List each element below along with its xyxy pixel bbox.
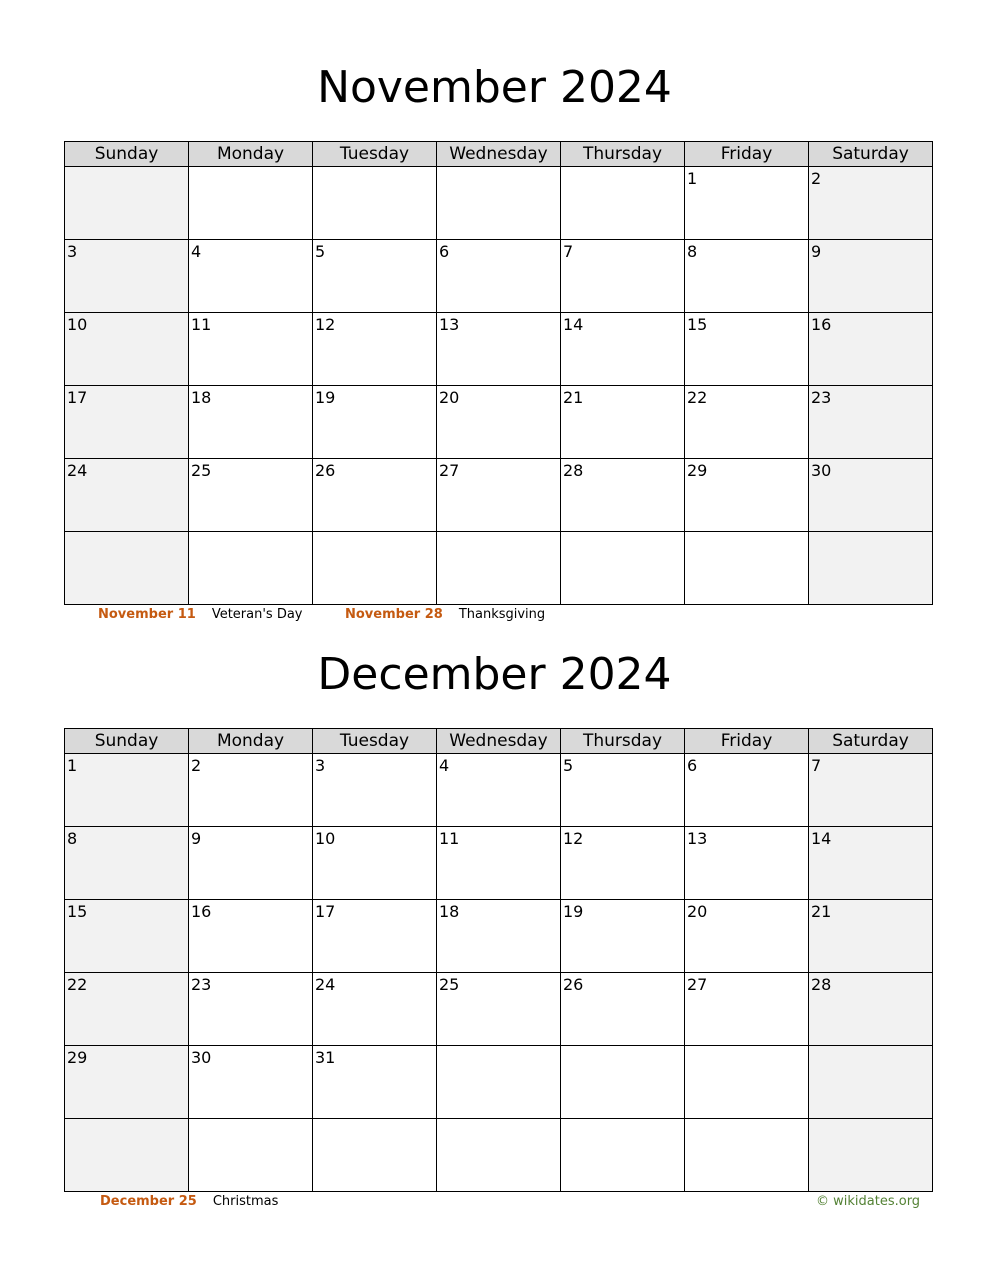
week-row bbox=[65, 532, 933, 605]
day-cell: 11 bbox=[189, 313, 313, 386]
weekday-label: Monday bbox=[189, 142, 313, 167]
day-cell: 14 bbox=[561, 313, 685, 386]
day-cell bbox=[189, 1119, 313, 1192]
weekday-label: Tuesday bbox=[313, 142, 437, 167]
day-cell bbox=[313, 532, 437, 605]
day-cell: 3 bbox=[313, 754, 437, 827]
weekday-label: Friday bbox=[685, 142, 809, 167]
day-cell: 9 bbox=[809, 240, 933, 313]
week-row bbox=[65, 313, 933, 386]
weekday-header bbox=[65, 729, 933, 754]
holiday-date: December 25 bbox=[100, 1194, 197, 1209]
day-cell bbox=[809, 1119, 933, 1192]
weekday-label: Wednesday bbox=[437, 142, 561, 167]
weekday-label: Friday bbox=[685, 729, 809, 754]
day-cell: 26 bbox=[561, 973, 685, 1046]
holiday bbox=[345, 607, 545, 622]
day-cell: 3 bbox=[65, 240, 189, 313]
weekday-label: Saturday bbox=[809, 142, 933, 167]
weekday-label: Tuesday bbox=[313, 729, 437, 754]
day-cell bbox=[437, 532, 561, 605]
day-cell: 22 bbox=[65, 973, 189, 1046]
day-cell: 6 bbox=[685, 754, 809, 827]
week-row bbox=[65, 240, 933, 313]
day-cell: 7 bbox=[809, 754, 933, 827]
day-cell: 8 bbox=[65, 827, 189, 900]
day-cell bbox=[561, 532, 685, 605]
day-cell: 9 bbox=[189, 827, 313, 900]
day-cell: 25 bbox=[437, 973, 561, 1046]
day-cell: 8 bbox=[685, 240, 809, 313]
day-cell bbox=[65, 532, 189, 605]
day-cell: 15 bbox=[685, 313, 809, 386]
day-cell bbox=[313, 1119, 437, 1192]
day-cell: 17 bbox=[313, 900, 437, 973]
week-row bbox=[65, 167, 933, 240]
weekday-header bbox=[65, 142, 933, 167]
month-title: November 2024 bbox=[317, 62, 672, 113]
day-cell: 16 bbox=[809, 313, 933, 386]
credit-link[interactable]: © wikidates.org bbox=[816, 1194, 921, 1209]
weekday-label: Wednesday bbox=[437, 729, 561, 754]
day-cell bbox=[685, 1119, 809, 1192]
day-cell: 19 bbox=[561, 900, 685, 973]
day-cell: 21 bbox=[561, 386, 685, 459]
week-row bbox=[65, 459, 933, 532]
week-row bbox=[65, 900, 933, 973]
day-cell: 22 bbox=[685, 386, 809, 459]
day-cell bbox=[561, 1119, 685, 1192]
day-cell: 29 bbox=[685, 459, 809, 532]
month-title: December 2024 bbox=[317, 649, 672, 700]
day-cell bbox=[685, 1046, 809, 1119]
day-cell: 6 bbox=[437, 240, 561, 313]
day-cell bbox=[65, 167, 189, 240]
day-cell: 2 bbox=[809, 167, 933, 240]
weekday-label: Thursday bbox=[561, 142, 685, 167]
day-cell: 1 bbox=[65, 754, 189, 827]
day-cell: 20 bbox=[437, 386, 561, 459]
day-cell: 14 bbox=[809, 827, 933, 900]
day-cell: 5 bbox=[313, 240, 437, 313]
day-cell bbox=[189, 532, 313, 605]
holiday bbox=[100, 1194, 278, 1209]
day-cell: 30 bbox=[189, 1046, 313, 1119]
week-row bbox=[65, 827, 933, 900]
holiday-date: November 28 bbox=[345, 607, 443, 622]
day-cell: 13 bbox=[685, 827, 809, 900]
holiday-name: Thanksgiving bbox=[458, 607, 546, 622]
day-cell bbox=[437, 1046, 561, 1119]
day-cell bbox=[189, 167, 313, 240]
day-cell: 18 bbox=[189, 386, 313, 459]
day-cell: 31 bbox=[313, 1046, 437, 1119]
day-cell bbox=[561, 167, 685, 240]
day-cell: 4 bbox=[189, 240, 313, 313]
week-row bbox=[65, 386, 933, 459]
day-cell: 18 bbox=[437, 900, 561, 973]
day-cell bbox=[437, 1119, 561, 1192]
weekday-label: Thursday bbox=[561, 729, 685, 754]
day-cell: 28 bbox=[561, 459, 685, 532]
day-cell bbox=[809, 1046, 933, 1119]
day-cell: 21 bbox=[809, 900, 933, 973]
day-cell bbox=[65, 1119, 189, 1192]
weekday-label: Sunday bbox=[65, 729, 189, 754]
day-cell: 17 bbox=[65, 386, 189, 459]
day-cell: 10 bbox=[65, 313, 189, 386]
day-cell: 10 bbox=[313, 827, 437, 900]
day-cell bbox=[313, 167, 437, 240]
day-cell: 29 bbox=[65, 1046, 189, 1119]
day-cell: 12 bbox=[313, 313, 437, 386]
day-cell: 23 bbox=[189, 973, 313, 1046]
day-cell: 25 bbox=[189, 459, 313, 532]
day-cell: 4 bbox=[437, 754, 561, 827]
day-cell: 24 bbox=[313, 973, 437, 1046]
day-cell: 5 bbox=[561, 754, 685, 827]
week-row bbox=[65, 1046, 933, 1119]
day-cell: 28 bbox=[809, 973, 933, 1046]
week-row bbox=[65, 1119, 933, 1192]
day-cell: 26 bbox=[313, 459, 437, 532]
day-cell: 16 bbox=[189, 900, 313, 973]
day-cell bbox=[685, 532, 809, 605]
day-cell: 7 bbox=[561, 240, 685, 313]
day-cell: 2 bbox=[189, 754, 313, 827]
day-cell: 1 bbox=[685, 167, 809, 240]
day-cell: 23 bbox=[809, 386, 933, 459]
day-cell: 19 bbox=[313, 386, 437, 459]
weekday-label: Saturday bbox=[809, 729, 933, 754]
holiday bbox=[98, 607, 303, 622]
day-cell: 30 bbox=[809, 459, 933, 532]
holiday-name: Christmas bbox=[212, 1194, 279, 1209]
day-cell: 12 bbox=[561, 827, 685, 900]
weekday-label: Sunday bbox=[65, 142, 189, 167]
calendar-grid-november bbox=[64, 141, 933, 605]
day-cell: 20 bbox=[685, 900, 809, 973]
day-cell bbox=[809, 532, 933, 605]
day-cell: 27 bbox=[685, 973, 809, 1046]
week-row bbox=[65, 754, 933, 827]
week-row bbox=[65, 973, 933, 1046]
day-cell: 15 bbox=[65, 900, 189, 973]
weekday-label: Monday bbox=[189, 729, 313, 754]
holiday-date: November 11 bbox=[98, 607, 196, 622]
day-cell bbox=[561, 1046, 685, 1119]
day-cell: 11 bbox=[437, 827, 561, 900]
day-cell: 27 bbox=[437, 459, 561, 532]
calendar-grid-december bbox=[64, 728, 933, 1192]
day-cell: 24 bbox=[65, 459, 189, 532]
holiday-name: Veteran's Day bbox=[211, 607, 303, 622]
day-cell: 13 bbox=[437, 313, 561, 386]
day-cell bbox=[437, 167, 561, 240]
